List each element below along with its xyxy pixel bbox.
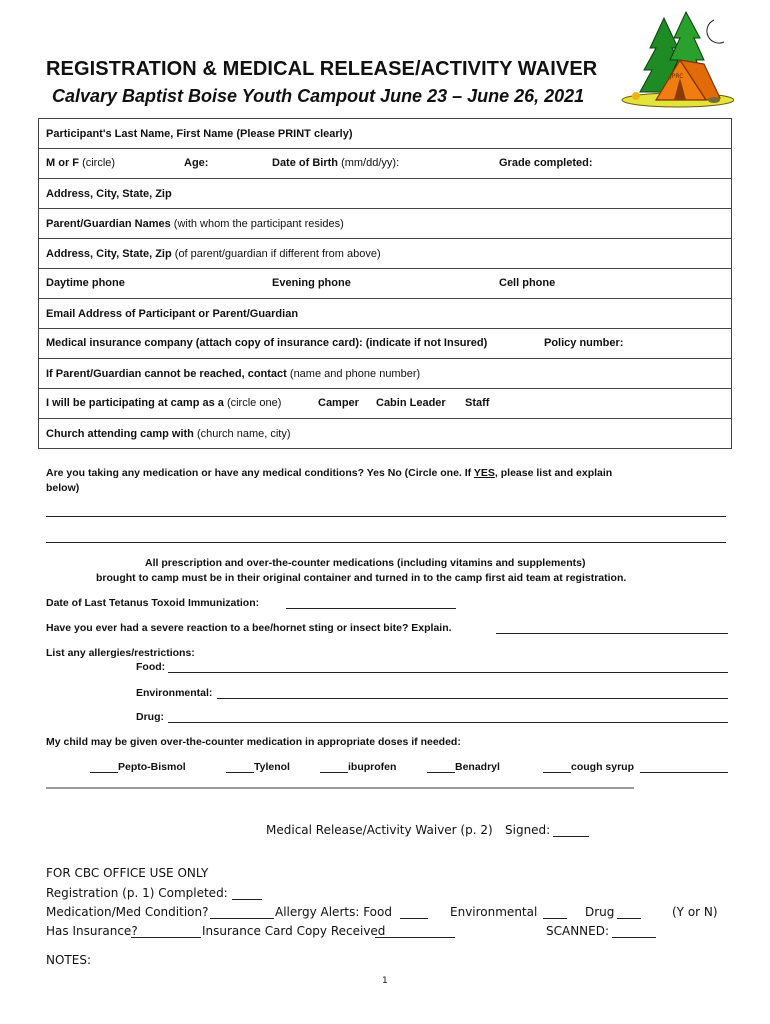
scanned-label: SCANNED:	[546, 924, 610, 938]
medication-condition-label: Medication/Med Condition?	[46, 905, 209, 919]
scanned-line[interactable]	[612, 937, 656, 938]
tetanus-label: Date of Last Tetanus Toxoid Immunization:	[46, 597, 260, 609]
waiver-reference: Medical Release/Activity Waiver (p. 2)	[266, 823, 493, 837]
parent-names-field[interactable]: Parent/Guardian Names (with whom the participant resides)	[39, 209, 732, 239]
participation-row	[39, 389, 732, 419]
daytime-phone-field[interactable]: Daytime phone	[46, 277, 125, 289]
cell-phone-field[interactable]: Cell phone	[499, 277, 556, 289]
age-field[interactable]: Age:	[184, 157, 209, 169]
evening-phone-field[interactable]: Evening phone	[272, 277, 351, 289]
otc-benadryl: Benadryl	[455, 761, 500, 773]
notes-label: NOTES:	[46, 953, 91, 967]
registration-completed-line[interactable]	[232, 899, 262, 900]
office-use-heading: FOR CBC OFFICE USE ONLY	[46, 866, 209, 880]
y-or-n-note: (Y or N)	[672, 905, 718, 919]
page-title: REGISTRATION & MEDICAL RELEASE/ACTIVITY WAIVER	[46, 58, 598, 80]
option-camper[interactable]: Camper	[318, 397, 359, 409]
otc-blank-benadryl[interactable]	[427, 772, 455, 773]
otc-pepto-bismol: Pepto-Bismol	[118, 761, 186, 773]
medication-notice-line1: All prescription and over-the-counter medications (including vitamins and supplements)	[145, 557, 586, 569]
medication-notice-line2: brought to camp must be in their original container and turned in to the camp first aid team at registration.	[96, 572, 627, 584]
option-cabin-leader[interactable]: Cabin Leader	[376, 397, 446, 409]
parent-address-field[interactable]: Address, City, State, Zip (of parent/guardian if different from above)	[39, 239, 732, 269]
otc-blank-cough-syrup[interactable]	[543, 772, 571, 773]
sting-question: Have you ever had a severe reaction to a bee/hornet sting or insect bite? Explain.	[46, 622, 452, 634]
insurance-card-copy-line[interactable]	[375, 937, 455, 938]
allergy-environmental-line[interactable]	[543, 918, 567, 919]
environmental-allergy-label: Environmental:	[136, 687, 213, 699]
food-allergy-line[interactable]	[168, 672, 728, 673]
allergies-label: List any allergies/restrictions:	[46, 647, 195, 659]
insurance-field[interactable]: Medical insurance company (attach copy of insurance card): (indicate if not Insured)	[46, 337, 488, 349]
medication-question: Are you taking any medication or have any medical conditions? Yes No (Circle one. If YES, please list and explain	[46, 467, 613, 479]
campsite-logo-icon	[616, 8, 734, 108]
drug-allergy-label: Drug:	[136, 711, 164, 723]
signed-label: Signed:	[505, 823, 551, 837]
tetanus-input-line[interactable]	[286, 608, 456, 609]
emergency-contact-field[interactable]: If Parent/Guardian cannot be reached, contact (name and phone number)	[39, 359, 732, 389]
demographics-row	[39, 149, 732, 179]
medication-answer-line-1[interactable]	[46, 516, 726, 517]
food-allergy-label: Food:	[136, 661, 166, 673]
allergy-food-line[interactable]	[400, 918, 428, 919]
tent-text: JPRC	[670, 73, 684, 80]
otc-blank-tylenol[interactable]	[226, 772, 254, 773]
participant-name-field[interactable]: Participant's Last Name, First Name (Please PRINT clearly)	[39, 119, 732, 149]
sex-field[interactable]: M or F (circle)	[46, 157, 116, 169]
allergy-alerts-food-label: Allergy Alerts: Food	[275, 905, 392, 919]
page-subtitle: Calvary Baptist Boise Youth Campout June 23 – June 26, 2021	[52, 86, 585, 106]
otc-tylenol: Tylenol	[254, 761, 290, 773]
otc-cough-syrup: cough syrup	[571, 761, 635, 773]
participation-label: I will be participating at camp as a (circle one)	[46, 397, 282, 409]
email-field[interactable]: Email Address of Participant or Parent/Guardian	[39, 299, 732, 329]
participant-info-table	[38, 118, 732, 449]
address-field[interactable]: Address, City, State, Zip	[39, 179, 732, 209]
otc-other-line[interactable]	[640, 772, 728, 773]
sting-input-line[interactable]	[496, 633, 728, 634]
allergy-drug-line[interactable]	[617, 918, 641, 919]
dob-field[interactable]: Date of Birth (mm/dd/yy):	[272, 157, 400, 169]
otc-blank-ibuprofen[interactable]	[320, 772, 348, 773]
allergy-drug-label: Drug	[585, 905, 615, 919]
medication-answer-line-2[interactable]	[46, 542, 726, 543]
grade-field[interactable]: Grade completed:	[499, 157, 593, 169]
otc-blank-pepto[interactable]	[90, 772, 118, 773]
otc-ibuprofen: ibuprofen	[348, 761, 397, 773]
insurance-row	[39, 329, 732, 359]
policy-number-field[interactable]: Policy number:	[544, 337, 624, 349]
drug-allergy-line[interactable]	[168, 722, 728, 723]
allergy-environmental-label: Environmental	[450, 905, 538, 919]
otc-label: My child may be given over-the-counter medication in appropriate doses if needed:	[46, 736, 461, 748]
has-insurance-label: Has Insurance?	[46, 924, 138, 938]
option-staff[interactable]: Staff	[465, 397, 490, 409]
section-divider	[46, 787, 634, 789]
page-number: 1	[382, 976, 388, 986]
insurance-card-copy-label: Insurance Card Copy Received	[202, 924, 386, 938]
medication-question-cont: below)	[46, 482, 80, 494]
registration-completed-label: Registration (p. 1) Completed:	[46, 886, 228, 900]
signed-line[interactable]	[553, 836, 589, 837]
church-field[interactable]: Church attending camp with (church name, city)	[39, 419, 732, 449]
phone-row	[39, 269, 732, 299]
environmental-allergy-line[interactable]	[217, 698, 728, 699]
medication-condition-line[interactable]	[210, 918, 274, 919]
has-insurance-line[interactable]	[131, 937, 201, 938]
